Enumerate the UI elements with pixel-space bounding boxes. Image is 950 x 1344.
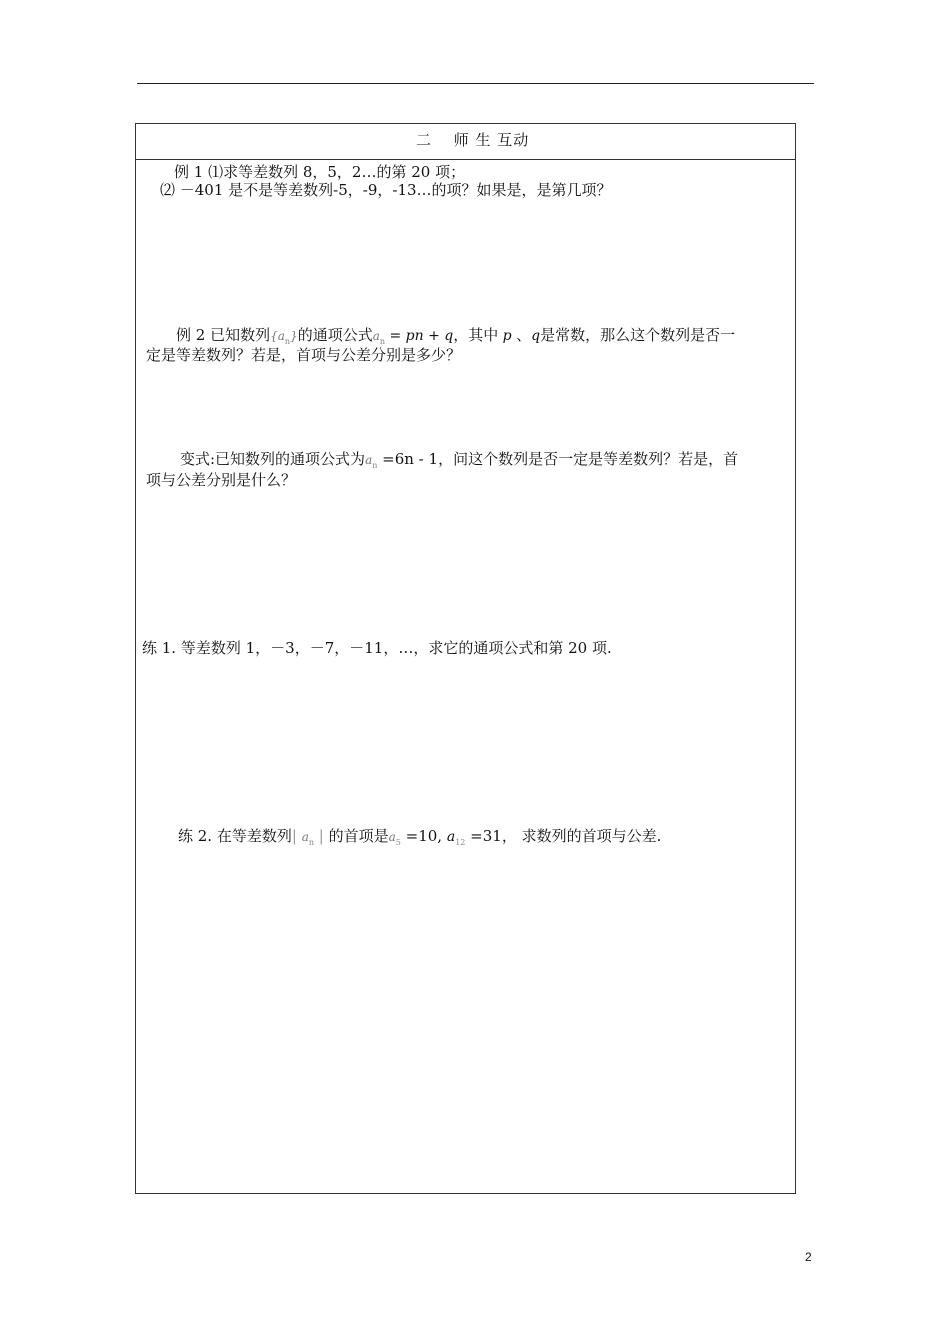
- term-a5: a: [388, 830, 396, 844]
- constant-separator: 、: [516, 326, 532, 344]
- example-2-mid-text-2: ，其中: [453, 326, 499, 344]
- term-a5-index: 5: [395, 838, 401, 847]
- example-2-mid-text: 的通项公式: [297, 326, 373, 344]
- term-a12-index: 12: [455, 838, 466, 847]
- practice-2: 练 2. 在等差数列| $a_n$ | 的首项是$a_5 =10$, $a_{12} =31$， 求数列的首项与公差.: [178, 827, 662, 847]
- example-2-question: 是常数，那么这个数列是否一: [540, 326, 736, 344]
- section-title: 二 师 生 互动: [416, 131, 530, 149]
- variant-a: a: [365, 453, 373, 467]
- variant-intro: 变式:已知数列的通项公式为: [180, 450, 366, 468]
- example-1-part-2: ⑵ －401 是不是等差数列-5，-9，-13…的项？如果是，是第几项？: [160, 181, 612, 199]
- variant-question: ，问这个数列是否一定是等差数列？若是，首: [438, 450, 739, 468]
- sequence-symbol: a: [277, 329, 285, 343]
- header-rule: [137, 83, 814, 84]
- sequence-brace-close: }: [290, 329, 298, 343]
- constant-q: q: [531, 328, 541, 344]
- constant-p: p: [498, 328, 517, 344]
- practice-1: 练 1. 等差数列 1，－3，－7，－11，…，求它的通项公式和第 20 项.: [142, 639, 612, 657]
- variant-line-2: 项与公差分别是什么？: [146, 471, 297, 489]
- example-2-intro: 例 2 已知数列: [176, 326, 271, 344]
- practice-2-sequence: a: [301, 830, 309, 844]
- term-a12: a: [446, 829, 456, 845]
- term-a12-value: =31，: [465, 827, 517, 845]
- page-number: 2: [805, 1250, 812, 1264]
- practice-2-index: n: [308, 838, 314, 847]
- sequence-brace-open: {: [270, 329, 278, 343]
- practice-2-question: 求数列的首项与公差.: [516, 827, 662, 845]
- variant-a-index: n: [372, 461, 378, 470]
- formula-rhs: = pn + q: [385, 328, 454, 344]
- formula-a: a: [372, 329, 380, 343]
- practice-2-intro: 练 2. 在等差数列: [178, 827, 292, 845]
- formula-a-index: n: [379, 337, 386, 346]
- term-a5-value: =10,: [400, 827, 447, 845]
- variant-formula: =6n - 1: [377, 450, 439, 468]
- exercise-table: [135, 123, 796, 1194]
- section-header-row: [136, 124, 795, 160]
- example-2-line-2: 定是等差数列？若是，首项与公差分别是多少？: [146, 346, 462, 364]
- practice-2-mid: 的首项是: [328, 827, 389, 845]
- sequence-index: n: [284, 337, 291, 346]
- example-1-part-1: 例 1 ⑴求等差数列 8，5，2…的第 20 项；: [174, 163, 466, 181]
